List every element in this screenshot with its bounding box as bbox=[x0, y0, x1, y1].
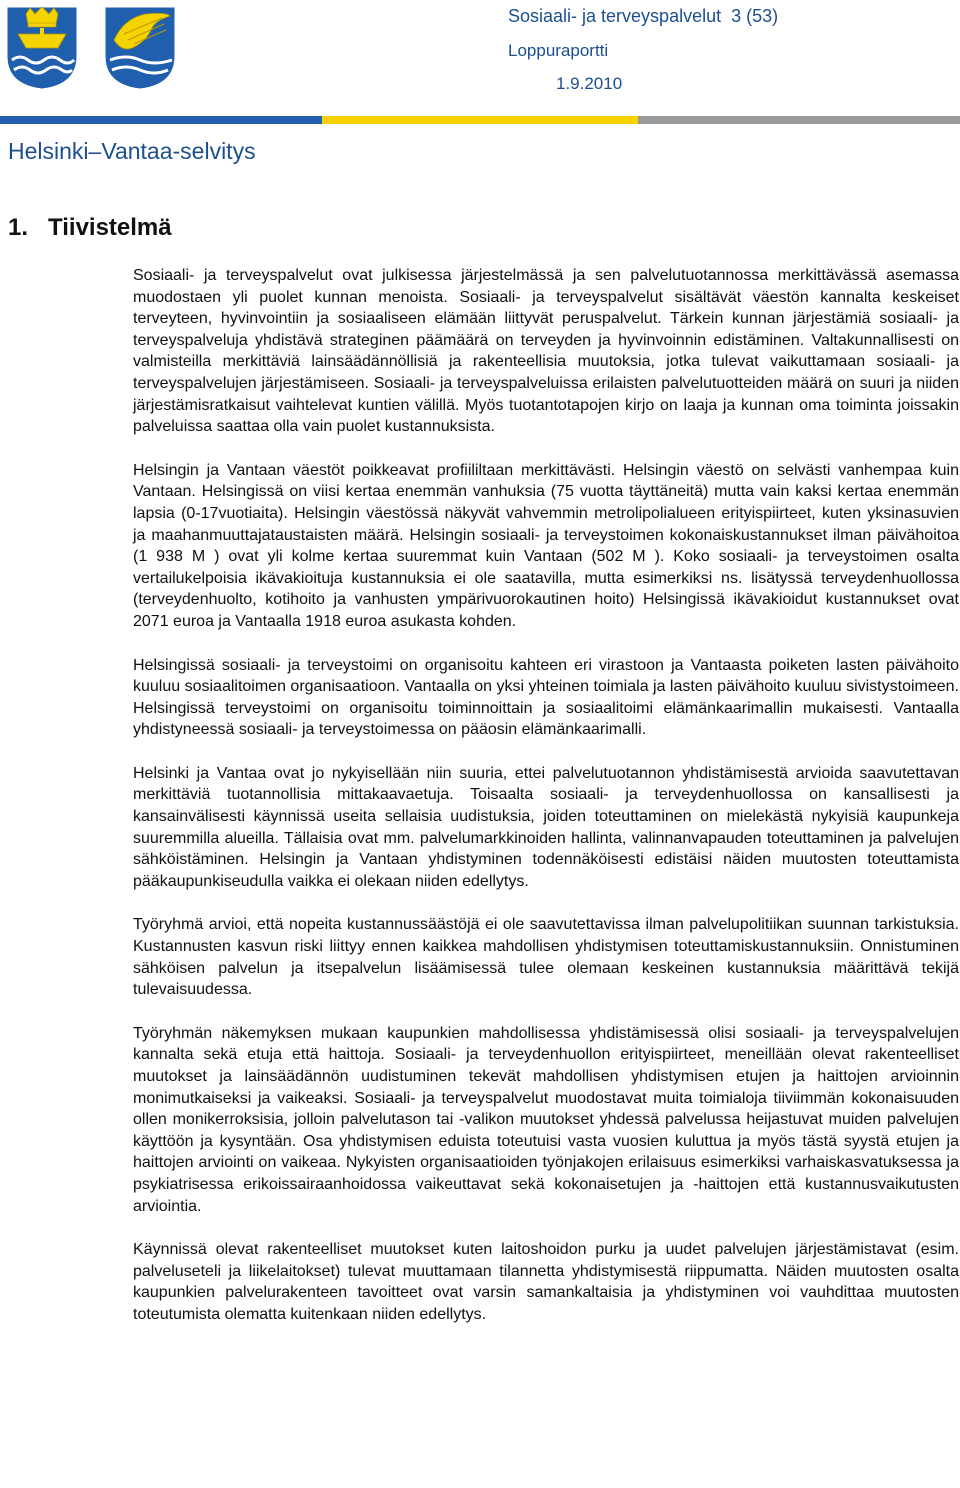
city-crests bbox=[6, 4, 196, 90]
report-title: Helsinki–Vantaa-selvitys bbox=[8, 138, 256, 164]
vantaa-crest-icon bbox=[106, 8, 174, 88]
paragraph: Helsinki ja Vantaa ovat jo nykyisellään niin suuria, ettei palvelutuotannon yhdistämisestä arvioida saavutettavan merkittäviä tuotannollisia mittakaavaetuja. Toisaalta sosiaali- ja terveydenhuollossa on kansallisesti ja kansainvälisesti käynnissä useita sellaisia uudistuksia, joiden toteuttaminen on mielekästä nykyisiä kaupunkeja suuremmilla alueilla. Tällaisia ovat mm. palvelumarkkinoiden hallinta, valinnanvapauden toteuttaminen ja palvelujen sähköistäminen. Helsingin ja Vantaan yhdistyminen todennäköisesti edistäisi näiden muutosten toteuttamista pääkaupunkiseudulla vaikka ei olekaan niiden edellytys. bbox=[133, 764, 959, 890]
chapter-heading bbox=[8, 212, 172, 244]
crest-icons bbox=[6, 4, 196, 90]
bar-gray bbox=[638, 116, 960, 124]
bar-blue bbox=[0, 116, 322, 124]
header-subtitle: Loppuraportti bbox=[508, 41, 609, 60]
header-title: Sosiaali- ja terveyspalvelut 3 (53) bbox=[508, 6, 779, 26]
bar-yellow bbox=[322, 116, 638, 124]
paragraph: Käynnissä olevat rakenteelliset muutokset kuten laitoshoidon purku ja uudet palvelujen järjestämistavat (esim. palveluseteli ja liikelaitokset) tulevat muuttamaan tilannetta yhdistymisestä riippumatta. Näiden muutosten osalta kaupunkien palvelurakenteen tavoitteet ovat varsin samankaltaisia ja yhdistyminen voi vauhdittaa muutosten toteutumista olematta kuitenkaan niiden edellytys. bbox=[133, 1241, 959, 1323]
paragraph: Sosiaali- ja terveyspalvelut ovat julkisessa järjestelmässä ja sen palvelutuotannossa merkittävässä asemassa muodostaen yli puolet kunnan menoista. Sosiaali- ja terveyspalvelut sisältävät väestön kannalta keskeiset terveyteen, hyvinvointiin ja sosiaaliseen elämään liittyvät peruspalvelut. Tärkein kunnan järjestämiä sosiaali- ja terveyspalveluja yhdistävä strateginen päämäärä on terveyden ja hyvinvoinnin edistäminen. Valtakunnallisesti on valmisteilla merkittäviä lainsäädännöllisiä ja rakenteellisia muutoksia, jotka tulevat vaikuttamaan sosiaali- ja terveyspalvelujen järjestämiseen. Sosiaali- ja terveyspalveluissa erilaisten palvelutuotteiden määrä on suuri ja niiden järjestämisratkaisut vaihtelevat kuntien välillä. Myös tuotantotapojen kirjo on laaja ja kunnan oma toiminta joissakin palveluissa saattaa olla vain puolet kustannuksista. bbox=[133, 267, 959, 436]
header-color-bars bbox=[0, 116, 960, 124]
chapter-number: 1. bbox=[8, 214, 29, 241]
paragraph: Helsingin ja Vantaan väestöt poikkeavat profiililtaan merkittävästi. Helsingin väestö on selvästi vanhempaa kuin Vantaan. Helsingissä on viisi kertaa enemmän vanhuksia (75 vuotta täyttäneitä) mutta vain kaksi kertaa enemmän lapsia (0-17vuotiaita). Helsingin väestössä näkyvät vahvemmin metrolipolialueen erityispiirteet, kuten yksinasuvien ja maahanmuuttajataustaisten määrä. Helsingin sosiaali- ja terveystoimen kokonaiskustannukset ilman päivähoitoa (1 938 M ) ovat yli kolme kertaa suuremmat kuin Vantaan (502 M ). Koko sosiaali- ja terveystoimen osalta vertailukelpoisia ikävakioituja kustannuksia ei ole saatavilla, mutta esimerkiksi ns. lisätyssä terveydenhuollossa (terveydenhuolto, kotihoito ja vanhusten ympärivuorokautinen hoito) Helsingissä ikävakioidut kustannukset ovat 2071 euroa ja Vantaalla 1918 euroa asukasta kohden. bbox=[133, 461, 959, 630]
helsinki-crest-icon bbox=[8, 7, 76, 88]
chapter-title: Tiivistelmä bbox=[48, 214, 172, 241]
paragraph: Työryhmän näkemyksen mukaan kaupunkien mahdollisessa yhdistämisessä olisi sosiaali- ja terveyspalvelujen kannalta sekä etuja että haittoja. Sosiaali- ja terveydenhuollon erityispiirteet, meneillään olevat rakenteelliset muutokset ja lainsäädännön uudistuminen tekevät mahdollisen yhdistymisen etujen ja haittojen arvioinnin monimutkaiseksi ja vaikeaksi. Sosiaali- ja terveyspalvelut muodostavat muita toimialoja tiiviimmän kokonaisuuden ollen monikerroksisia, jolloin palvelutason tai -valikon muutokset yhdessä palvelussa heijastuvat muiden palvelujen käyttöön ja kysyntään. Osa yhdistymisen eduista toteutuisi vasta vuosien kuluttua ja myös tästä syystä etujen ja haittojen arviointi on vaikeaa. Nykyisten organisaatioiden työnjakojen erilaisuus esimerkiksi varhaiskasvatuksessa ja psykiatrisessa erikoissairaanhoidossa vaikeuttavat sekä kokonaisetujen ja -haittojen että kustannusvaikutusten arviointia. bbox=[133, 1024, 959, 1215]
header-date: 1.9.2010 bbox=[556, 74, 623, 93]
body-text bbox=[133, 265, 959, 1348]
paragraph: Helsingissä sosiaali- ja terveystoimi on organisoitu kahteen eri virastoon ja Vantaasta poiketen lasten päivähoito kuuluu sosiaalitoimen organisaatioon. Vantaalla on yksi yhteinen toimiala ja lasten päivähoito kuuluu sivistystoimeen. Helsingissä terveystoimi on organisoitu toiminnoittain ja sosiaalitoimi elämänkaarimallin mukaisesti. Vantaalla yhdistyneessä sosiaali- ja terveystoimessa on pääosin elämänkaarimalli. bbox=[133, 656, 959, 739]
page-header bbox=[508, 4, 948, 96]
paragraph: Työryhmä arvioi, että nopeita kustannussäästöjä ei ole saavutettavissa ilman palvelupolitiikan suunnan tarkistuksia. Kustannusten kasvun riski liittyy ennen kaikkea mahdollisen yhdistymisen toteuttamiskustannuksiin. Onnistuminen sähköisen palvelun ja itsepalvelun lisäämisessä tulee olemaan keskeinen kustannuksia määrittävä tekijä tulevaisuudessa. bbox=[133, 916, 959, 999]
